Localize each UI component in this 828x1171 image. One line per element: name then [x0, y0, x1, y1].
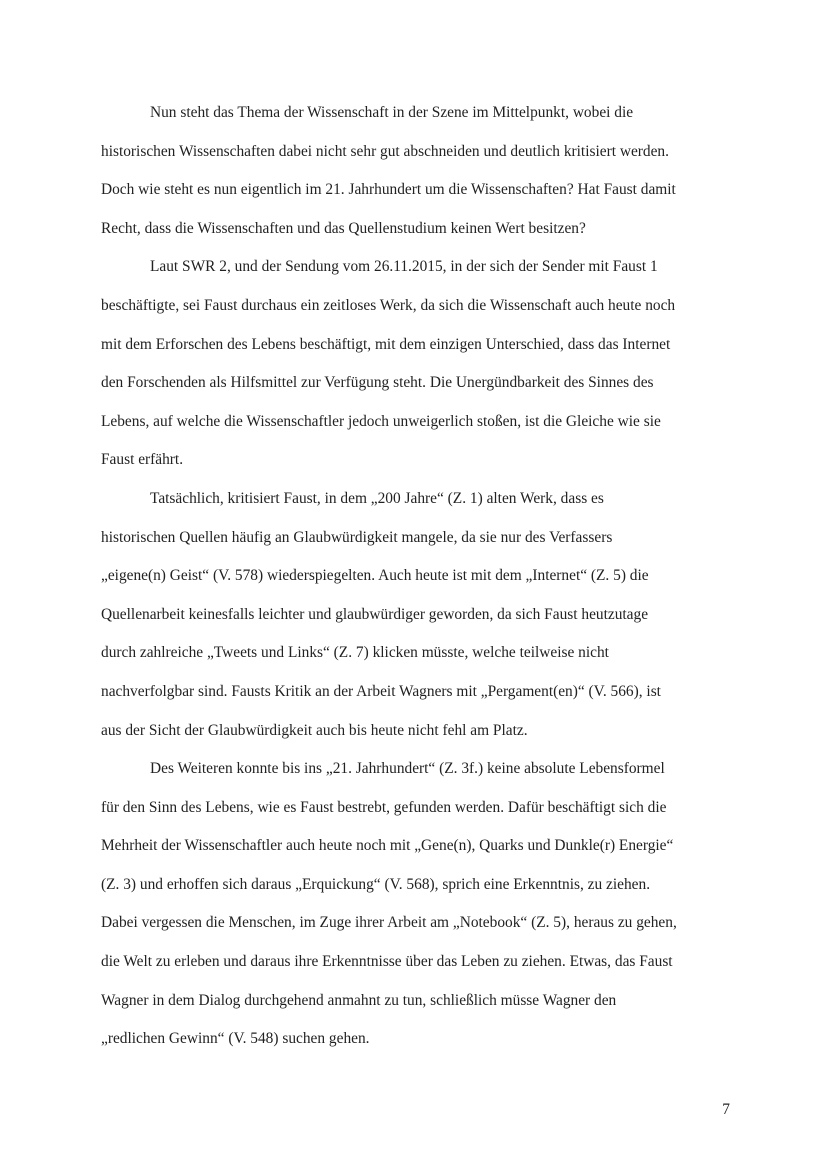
text-line: aus der Sicht der Glaubwürdigkeit auch bis heute nicht fehl am Platz.: [101, 721, 528, 739]
page-number: 7: [722, 1101, 730, 1118]
text-line: für den Sinn des Lebens, wie es Faust bestrebt, gefunden werden. Dafür beschäftigt sich die: [101, 798, 667, 816]
text-line: Des Weiteren konnte bis ins „21. Jahrhundert“ (Z. 3f.) keine absolute Lebensformel: [150, 760, 665, 778]
text-line: den Forschenden als Hilfsmittel zur Verfügung steht. Die Unergündbarkeit des Sinnes des: [101, 374, 654, 392]
paragraph-2: [101, 248, 729, 480]
text-line: Lebens, auf welche die Wissenschaftler jedoch unweigerlich stoßen, ist die Gleiche wie sie: [101, 412, 661, 430]
paragraph-4: [101, 750, 729, 1059]
text-line: Mehrheit der Wissenschaftler auch heute noch mit „Gene(n), Quarks und Dunkle(r) Energie“: [101, 837, 674, 855]
text-line: (Z. 3) und erhoffen sich daraus „Erquickung“ (V. 568), sprich eine Erkenntnis, zu ziehen.: [101, 875, 651, 893]
text-line: Faust erfährt.: [101, 451, 184, 469]
text-line: „eigene(n) Geist“ (V. 578) wiederspiegelten. Auch heute ist mit dem „Internet“ (Z. 5) die: [101, 567, 649, 585]
text-line: Recht, dass die Wissenschaften und das Quellenstudium keinen Wert besitzen?: [101, 219, 586, 237]
text-line: beschäftigte, sei Faust durchaus ein zeitloses Werk, da sich die Wissenschaft auch heute noch: [101, 296, 676, 314]
text-line: die Welt zu erleben und daraus ihre Erkenntnisse über das Leben zu ziehen. Etwas, das Faust: [101, 953, 673, 971]
text-line: Nun steht das Thema der Wissenschaft in der Szene im Mittelpunkt, wobei die: [150, 104, 634, 121]
text-line: Doch wie steht es nun eigentlich im 21. Jahrhundert um die Wissenschaften? Hat Faust damit: [101, 181, 676, 199]
text-line: Tatsächlich, kritisiert Faust, in dem „200 Jahre“ (Z. 1) alten Werk, dass es: [150, 489, 604, 507]
text-line: Wagner in dem Dialog durchgehend anmahnt zu tun, schließlich müsse Wagner den: [101, 991, 617, 1009]
paragraph-1: [101, 94, 729, 248]
text-line: durch zahlreiche „Tweets und Links“ (Z. 7) klicken müsste, welche teilweise nicht: [101, 644, 609, 662]
text-line: historischen Quellen häufig an Glaubwürdigkeit mangele, da sie nur des Verfassers: [101, 528, 613, 546]
text-line: Quellenarbeit keinesfalls leichter und glaubwürdiger geworden, da sich Faust heutzutage: [101, 605, 649, 623]
text-line: mit dem Erforschen des Lebens beschäftigt, mit dem einzigen Unterschied, dass das Internet: [101, 335, 671, 353]
text-line: nachverfolgbar sind. Fausts Kritik an der Arbeit Wagners mit „Pergament(en)“ (V. 566), ist: [101, 682, 661, 700]
paragraph-3: [101, 480, 729, 750]
body-text: [101, 94, 729, 1059]
text-line: historischen Wissenschaften dabei nicht sehr gut abschneiden und deutlich kritisiert werden.: [101, 142, 669, 160]
text-line: „redlichen Gewinn“ (V. 548) suchen gehen.: [101, 1030, 370, 1048]
text-line: Dabei vergessen die Menschen, im Zuge ihrer Arbeit am „Notebook“ (Z. 5), heraus zu gehen,: [101, 914, 677, 932]
text-line: Laut SWR 2, und der Sendung vom 26.11.2015, in der sich der Sender mit Faust 1: [150, 258, 658, 276]
